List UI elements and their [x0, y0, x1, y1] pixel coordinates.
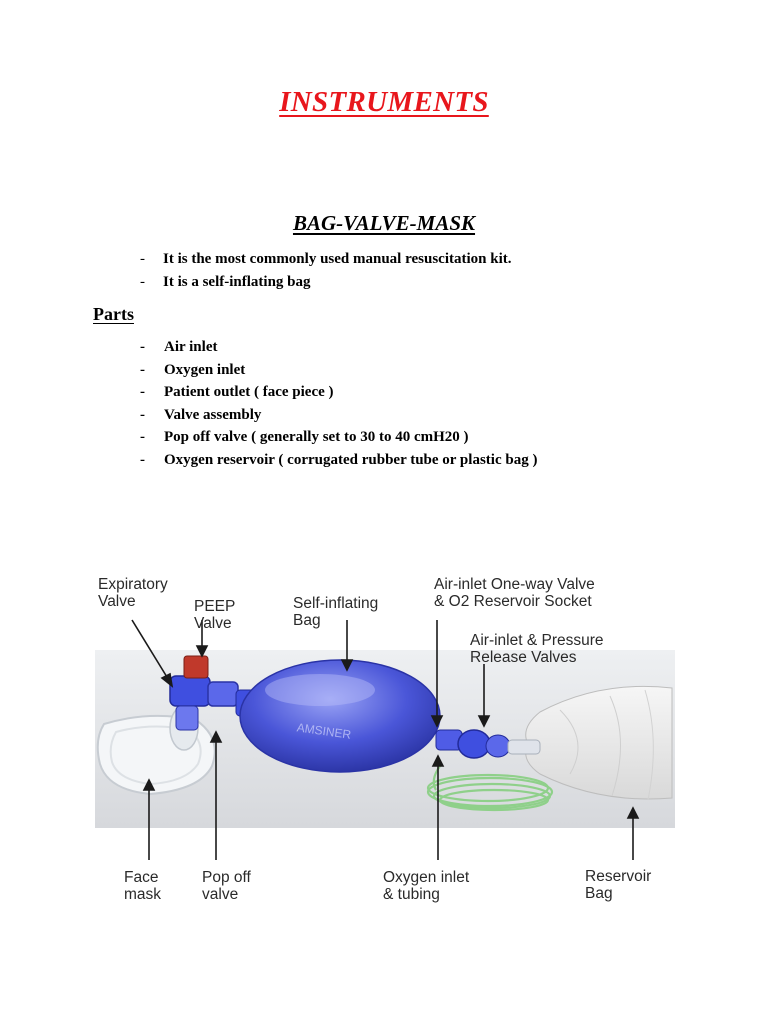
list-item: - Air inlet: [140, 339, 218, 355]
intro-list: [140, 248, 512, 293]
label-face-mask: Face mask: [124, 869, 162, 903]
parts-list: [140, 336, 537, 471]
label-air-inlet-pressure-release: Air-inlet & Pressure Release Valves: [470, 632, 604, 666]
list-item: - It is a self-inflating bag: [140, 273, 311, 290]
list-item: - Patient outlet ( face piece ): [140, 384, 334, 400]
label-reservoir-bag: Reservoir Bag: [585, 868, 652, 902]
bag-valve-mask-figure: [0, 560, 768, 920]
label-self-inflating-bag: Self-inflating Bag: [293, 595, 379, 629]
self-inflating-bag-shape: [240, 660, 440, 772]
label-pop-off-valve: Pop off valve: [202, 869, 251, 903]
list-item: - It is the most commonly used manual resuscitation kit.: [140, 251, 512, 267]
list-item: - Oxygen inlet: [140, 361, 246, 378]
section-title: BAG-VALVE-MASK: [292, 211, 476, 235]
list-item: - Pop off valve ( generally set to 30 to 40 cmH20 ): [140, 429, 469, 445]
label-oxygen-inlet-tubing: Oxygen inlet & tubing: [383, 869, 470, 903]
list-item: - Oxygen reservoir ( corrugated rubber tube or plastic bag ): [140, 451, 538, 468]
label-peep-valve: PEEP Valve: [194, 598, 236, 632]
label-expiratory-valve: Expiratory Valve: [98, 576, 168, 610]
list-item: - Valve assembly: [140, 406, 262, 423]
page-title: INSTRUMENTS: [279, 86, 489, 118]
brand-text: AMSINER: [295, 720, 353, 742]
bag-valve-mask-illustration: [0, 560, 768, 920]
parts-heading: Parts: [93, 304, 134, 324]
label-air-inlet-one-way-valve: Air-inlet One-way Valve & O2 Reservoir Socket: [434, 576, 595, 610]
